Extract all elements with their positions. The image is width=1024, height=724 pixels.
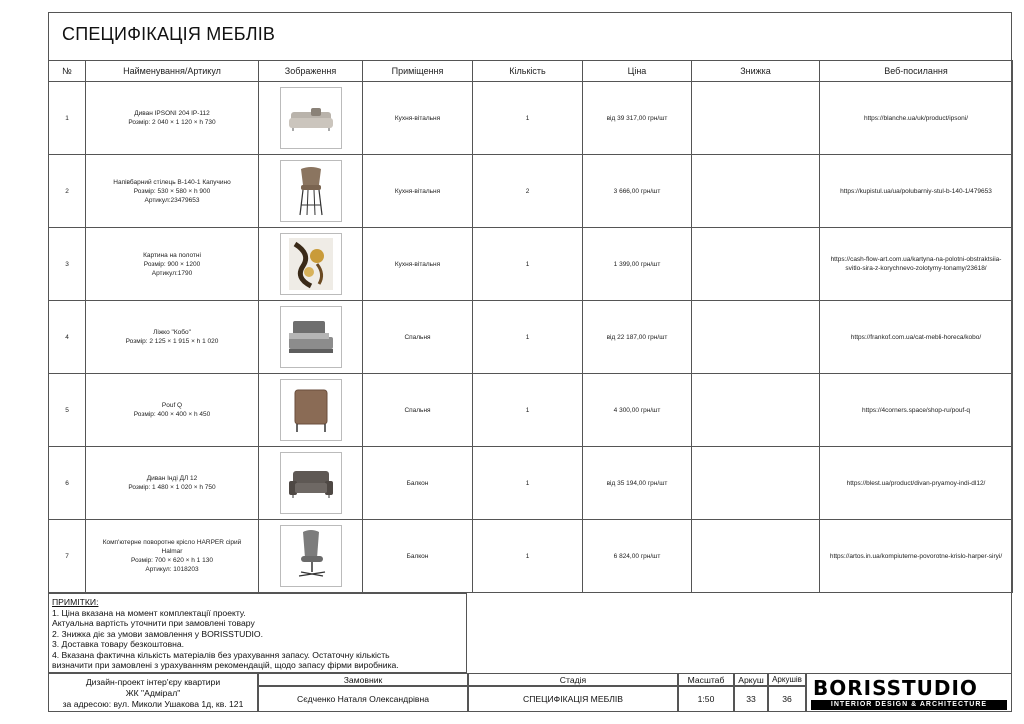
cell-price: 3 666,00 грн/шт xyxy=(583,155,692,228)
col-header-price: Ціна xyxy=(583,61,692,82)
cell-image xyxy=(259,82,363,155)
name-line: Артикул: 1018203 xyxy=(145,566,199,573)
name-line: Розмір: 700 × 620 × h 1 130 xyxy=(131,557,213,564)
painting-image xyxy=(280,233,342,295)
cell-room: Кухня-вітальня xyxy=(363,228,473,301)
logo-tagline: INTERIOR DESIGN & ARCHITECTURE xyxy=(811,700,1007,710)
note-line: визначити при замовлені з урахуванням рекомендацій, щодо запасу фірми виробника. xyxy=(52,660,399,670)
cell-num: 3 xyxy=(49,228,86,301)
name-line: Розмір: 900 × 1200 xyxy=(143,260,201,268)
cell-discount xyxy=(692,155,820,228)
cell-num: 2 xyxy=(49,155,86,228)
col-header-link: Веб-посилання xyxy=(820,61,1013,82)
name-line: Розмір: 2 125 × 1 915 × h 1 020 xyxy=(125,338,219,345)
cell-discount xyxy=(692,301,820,374)
sofa-image xyxy=(280,87,342,149)
cell-name xyxy=(86,155,259,228)
client-label: Замовник xyxy=(258,673,468,686)
name-line: Артикул:23479653 xyxy=(144,196,200,204)
cell-qty: 2 xyxy=(473,155,583,228)
cell-discount xyxy=(692,82,820,155)
cell-qty: 1 xyxy=(473,374,583,447)
cell-room: Спальня xyxy=(363,374,473,447)
name-line: Розмір: 530 × 580 × h 900 xyxy=(133,187,211,195)
name-line: Halmar xyxy=(161,548,183,555)
cell-name xyxy=(86,447,259,520)
office-chair-image xyxy=(280,525,342,587)
name-line: Артикул:1790 xyxy=(151,269,193,277)
cell-discount xyxy=(692,228,820,301)
name-line: Pouf Q xyxy=(161,402,183,409)
cell-room: Спальня xyxy=(363,301,473,374)
name-line: Комп'ютерне поворотне крісло HARPER сірий xyxy=(102,539,242,546)
stage-label: Стадія xyxy=(468,673,678,686)
cell-image xyxy=(259,155,363,228)
cell-room: Кухня-вітальня xyxy=(363,82,473,155)
table-row xyxy=(49,155,1013,228)
cell-price: від 39 317,00 грн/шт xyxy=(583,82,692,155)
cell-image xyxy=(259,447,363,520)
page-title: СПЕЦИФІКАЦІЯ МЕБЛІВ xyxy=(62,24,276,44)
name-line: Диван IPSONI 204 IP-112 xyxy=(134,110,210,117)
cell-num: 7 xyxy=(49,520,86,593)
cell-price: від 22 187,00 грн/шт xyxy=(583,301,692,374)
cell-room: Балкон xyxy=(363,447,473,520)
note-line: 1. Ціна вказана на момент комплектації проекту. xyxy=(52,607,246,618)
name-line: Напівбарний стілець B-140-1 Капучино xyxy=(113,178,231,186)
cell-image xyxy=(259,301,363,374)
sheet-label: Аркуш xyxy=(734,673,768,686)
cell-link[interactable]: https://kupistul.ua/ua/polubarniy-stul-b-140-1/479653 xyxy=(820,155,1013,228)
cell-name xyxy=(86,301,259,374)
name-line: Диван Інді ДЛ 12 xyxy=(146,475,198,482)
note-line: 2. Знижка діє за умови замовлення у BORISSTUDIO. xyxy=(52,628,263,639)
cell-price: 1 399,00 грн/шт xyxy=(583,228,692,301)
cell-num: 4 xyxy=(49,301,86,374)
name-line: Ліжко "Кобо" xyxy=(153,329,191,336)
cell-num: 5 xyxy=(49,374,86,447)
cell-link[interactable]: https://cash-flow-art.com.ua/kartyna-na-polotni-obstraktsiia-svitlo-sira-z-korychnevo-zolotymy-tonamy/23618/ xyxy=(820,228,1013,301)
cell-num: 6 xyxy=(49,447,86,520)
name-line: Картина на полотні xyxy=(143,251,201,259)
table-header xyxy=(49,61,1013,82)
sheets-value: 36 xyxy=(768,686,806,712)
studio-logo xyxy=(806,673,1012,712)
cell-qty: 1 xyxy=(473,447,583,520)
client-value: Сєдченко Наталя Олександрівна xyxy=(258,686,468,712)
sheet-value: 33 xyxy=(734,686,768,712)
specification-table xyxy=(48,60,1013,593)
table-row xyxy=(49,520,1013,593)
cell-name xyxy=(86,82,259,155)
col-header-qty: Кількість xyxy=(473,61,583,82)
cell-discount xyxy=(692,447,820,520)
col-header-image: Зображення xyxy=(259,61,363,82)
notes-box xyxy=(48,593,467,673)
note-line: 3. Доставка товару безкоштовна. xyxy=(52,639,185,649)
cell-image xyxy=(259,520,363,593)
cell-qty: 1 xyxy=(473,228,583,301)
table-row xyxy=(49,228,1013,301)
cell-image xyxy=(259,228,363,301)
project-description xyxy=(48,673,258,712)
cell-qty: 1 xyxy=(473,301,583,374)
name-line: Розмір: 1 480 × 1 020 × h 750 xyxy=(128,484,216,491)
scale-label: Масштаб xyxy=(678,673,734,686)
bed-image xyxy=(280,306,342,368)
cell-room: Балкон xyxy=(363,520,473,593)
cell-price: 6 824,00 грн/шт xyxy=(583,520,692,593)
cell-link[interactable]: https://blest.ua/product/divan-pryamoy-indi-dl12/ xyxy=(820,447,1013,520)
col-header-num: № xyxy=(49,61,86,82)
col-header-room: Приміщення xyxy=(363,61,473,82)
scale-value: 1:50 xyxy=(678,686,734,712)
cell-discount xyxy=(692,374,820,447)
note-line: Актуальна вартість уточнити при замовлені товару xyxy=(52,618,255,628)
note-line: 4. Вказана фактична кількість матеріалів без урахування запасу. Остаточну кількість xyxy=(52,649,390,660)
cell-link[interactable]: https://artos.in.ua/kompiuterne-povorotne-krislo-harper-siryi/ xyxy=(820,520,1013,593)
sofa-indi-image xyxy=(280,452,342,514)
cell-discount xyxy=(692,520,820,593)
cell-price: від 35 194,00 грн/шт xyxy=(583,447,692,520)
name-line: Розмір: 2 040 × 1 120 × h 730 xyxy=(128,119,216,126)
cell-link[interactable]: https://blanche.ua/uk/product/ipsoni/ xyxy=(820,82,1013,155)
cell-link[interactable]: https://4corners.space/shop-ru/pouf-q xyxy=(820,374,1013,447)
col-header-name: Найменування/Артикул xyxy=(86,61,259,82)
logo-wordmark: BORISSTUDIO xyxy=(813,676,978,700)
pouf-image xyxy=(280,379,342,441)
sheets-label: Аркушів xyxy=(768,673,806,686)
cell-name xyxy=(86,520,259,593)
col-header-discount: Знижка xyxy=(692,61,820,82)
notes-heading: ПРИМІТКИ: xyxy=(52,597,99,607)
cell-name xyxy=(86,228,259,301)
table-row xyxy=(49,374,1013,447)
project-line: ЖК "Адмірал" xyxy=(125,688,181,698)
cell-image xyxy=(259,374,363,447)
table-row xyxy=(49,301,1013,374)
cell-room: Кухня-вітальня xyxy=(363,155,473,228)
project-line: Дизайн-проект інтер'єру квартири xyxy=(85,677,221,687)
cell-link[interactable]: https://frankof.com.ua/cat-mebli-horeca/kobo/ xyxy=(820,301,1013,374)
project-line: за адресою: вул. Миколи Ушакова 1д, кв. 121 xyxy=(62,699,244,709)
bar-stool-image xyxy=(280,160,342,222)
cell-price: 4 300,00 грн/шт xyxy=(583,374,692,447)
cell-qty: 1 xyxy=(473,520,583,593)
cell-qty: 1 xyxy=(473,82,583,155)
table-row xyxy=(49,82,1013,155)
name-line: Розмір: 400 × 400 × h 450 xyxy=(133,411,211,418)
cell-name xyxy=(86,374,259,447)
cell-num: 1 xyxy=(49,82,86,155)
table-row xyxy=(49,447,1013,520)
stage-value: СПЕЦИФІКАЦІЯ МЕБЛІВ xyxy=(468,686,678,712)
